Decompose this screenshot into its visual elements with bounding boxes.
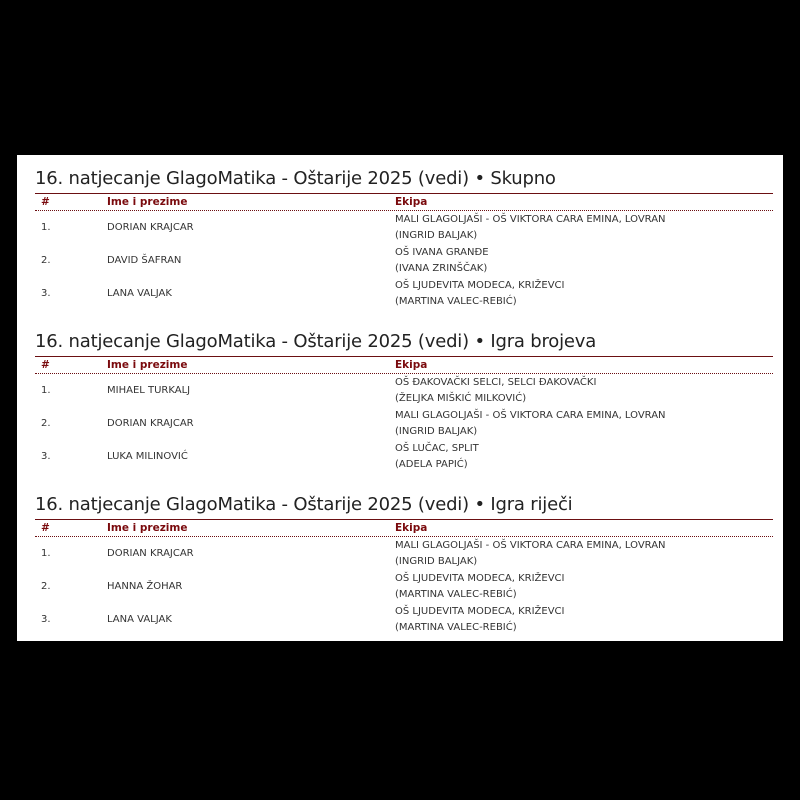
rank-cell: 2. bbox=[41, 418, 51, 429]
column-header-name: Ime i prezime bbox=[107, 359, 188, 371]
column-header-rank: # bbox=[41, 522, 50, 534]
name-cell: MIHAEL TURKALJ bbox=[107, 385, 191, 396]
team-cell bbox=[395, 538, 773, 570]
results-panel bbox=[17, 155, 783, 641]
team-name: MALI GLAGOLJAŠI - OŠ VIKTORA CARA EMINA, LOVRAN bbox=[395, 540, 666, 551]
section-title: 16. natjecanje GlagoMatika - Oštarije 2025 (vedi) • Skupno bbox=[35, 168, 556, 189]
rank-cell: 2. bbox=[41, 255, 51, 266]
table-header bbox=[35, 356, 773, 374]
team-name: OŠ LJUDEVITA MODECA, KRIŽEVCI bbox=[395, 280, 565, 291]
name-cell: DORIAN KRAJCAR bbox=[107, 418, 194, 429]
table-row bbox=[35, 537, 773, 570]
mentor-name: (ŽELJKA MIŠKIĆ MILKOVIĆ) bbox=[395, 393, 527, 404]
team-name: MALI GLAGOLJAŠI - OŠ VIKTORA CARA EMINA, LOVRAN bbox=[395, 214, 666, 225]
mentor-name: (INGRID BALJAK) bbox=[395, 426, 478, 437]
mentor-name: (MARTINA VALEC-REBIĆ) bbox=[395, 296, 517, 307]
rank-cell: 3. bbox=[41, 451, 51, 462]
rank-cell: 3. bbox=[41, 614, 51, 625]
mentor-name: (MARTINA VALEC-REBIĆ) bbox=[395, 589, 517, 600]
rank-cell: 1. bbox=[41, 548, 51, 559]
name-cell: LUKA MILINOVIĆ bbox=[107, 451, 188, 462]
table-row bbox=[35, 603, 773, 636]
section-title: 16. natjecanje GlagoMatika - Oštarije 2025 (vedi) • Igra riječi bbox=[35, 494, 573, 515]
column-header-team: Ekipa bbox=[395, 522, 428, 534]
name-cell: DORIAN KRAJCAR bbox=[107, 222, 194, 233]
team-cell bbox=[395, 441, 773, 473]
team-cell bbox=[395, 212, 773, 244]
team-cell bbox=[395, 375, 773, 407]
name-cell: LANA VALJAK bbox=[107, 614, 172, 625]
mentor-name: (MARTINA VALEC-REBIĆ) bbox=[395, 622, 517, 633]
mentor-name: (INGRID BALJAK) bbox=[395, 230, 478, 241]
column-header-team: Ekipa bbox=[395, 196, 428, 208]
column-header-team: Ekipa bbox=[395, 359, 428, 371]
table-row bbox=[35, 407, 773, 440]
team-cell bbox=[395, 278, 773, 310]
name-cell: DORIAN KRAJCAR bbox=[107, 548, 194, 559]
table-header bbox=[35, 193, 773, 211]
column-header-rank: # bbox=[41, 359, 50, 371]
results-section-overall bbox=[35, 167, 773, 310]
rank-cell: 2. bbox=[41, 581, 51, 592]
team-name: OŠ LJUDEVITA MODECA, KRIŽEVCI bbox=[395, 606, 565, 617]
team-name: OŠ IVANA GRANĐE bbox=[395, 247, 489, 258]
table-row bbox=[35, 570, 773, 603]
table-row bbox=[35, 244, 773, 277]
table-row bbox=[35, 211, 773, 244]
rank-cell: 3. bbox=[41, 288, 51, 299]
column-header-name: Ime i prezime bbox=[107, 196, 188, 208]
name-cell: DAVID ŠAFRAN bbox=[107, 255, 182, 266]
section-title: 16. natjecanje GlagoMatika - Oštarije 2025 (vedi) • Igra brojeva bbox=[35, 331, 597, 352]
mentor-name: (ADELA PAPIĆ) bbox=[395, 459, 468, 470]
team-name: OŠ LUČAC, SPLIT bbox=[395, 443, 479, 454]
team-name: OŠ ĐAKOVAČKI SELCI, SELCI ĐAKOVAČKI bbox=[395, 377, 597, 388]
table-row bbox=[35, 374, 773, 407]
team-cell bbox=[395, 408, 773, 440]
team-name: OŠ LJUDEVITA MODECA, KRIŽEVCI bbox=[395, 573, 565, 584]
results-section-numbers bbox=[35, 330, 773, 473]
table-header bbox=[35, 519, 773, 537]
column-header-name: Ime i prezime bbox=[107, 522, 188, 534]
table-row bbox=[35, 440, 773, 473]
table-row bbox=[35, 277, 773, 310]
team-name: MALI GLAGOLJAŠI - OŠ VIKTORA CARA EMINA, LOVRAN bbox=[395, 410, 666, 421]
rank-cell: 1. bbox=[41, 222, 51, 233]
team-cell bbox=[395, 571, 773, 603]
mentor-name: (INGRID BALJAK) bbox=[395, 556, 478, 567]
team-cell bbox=[395, 604, 773, 636]
name-cell: HANNA ŽOHAR bbox=[107, 581, 183, 592]
team-cell bbox=[395, 245, 773, 277]
mentor-name: (IVANA ZRINŠČAK) bbox=[395, 263, 488, 274]
column-header-rank: # bbox=[41, 196, 50, 208]
name-cell: LANA VALJAK bbox=[107, 288, 172, 299]
results-section-words bbox=[35, 493, 773, 636]
rank-cell: 1. bbox=[41, 385, 51, 396]
